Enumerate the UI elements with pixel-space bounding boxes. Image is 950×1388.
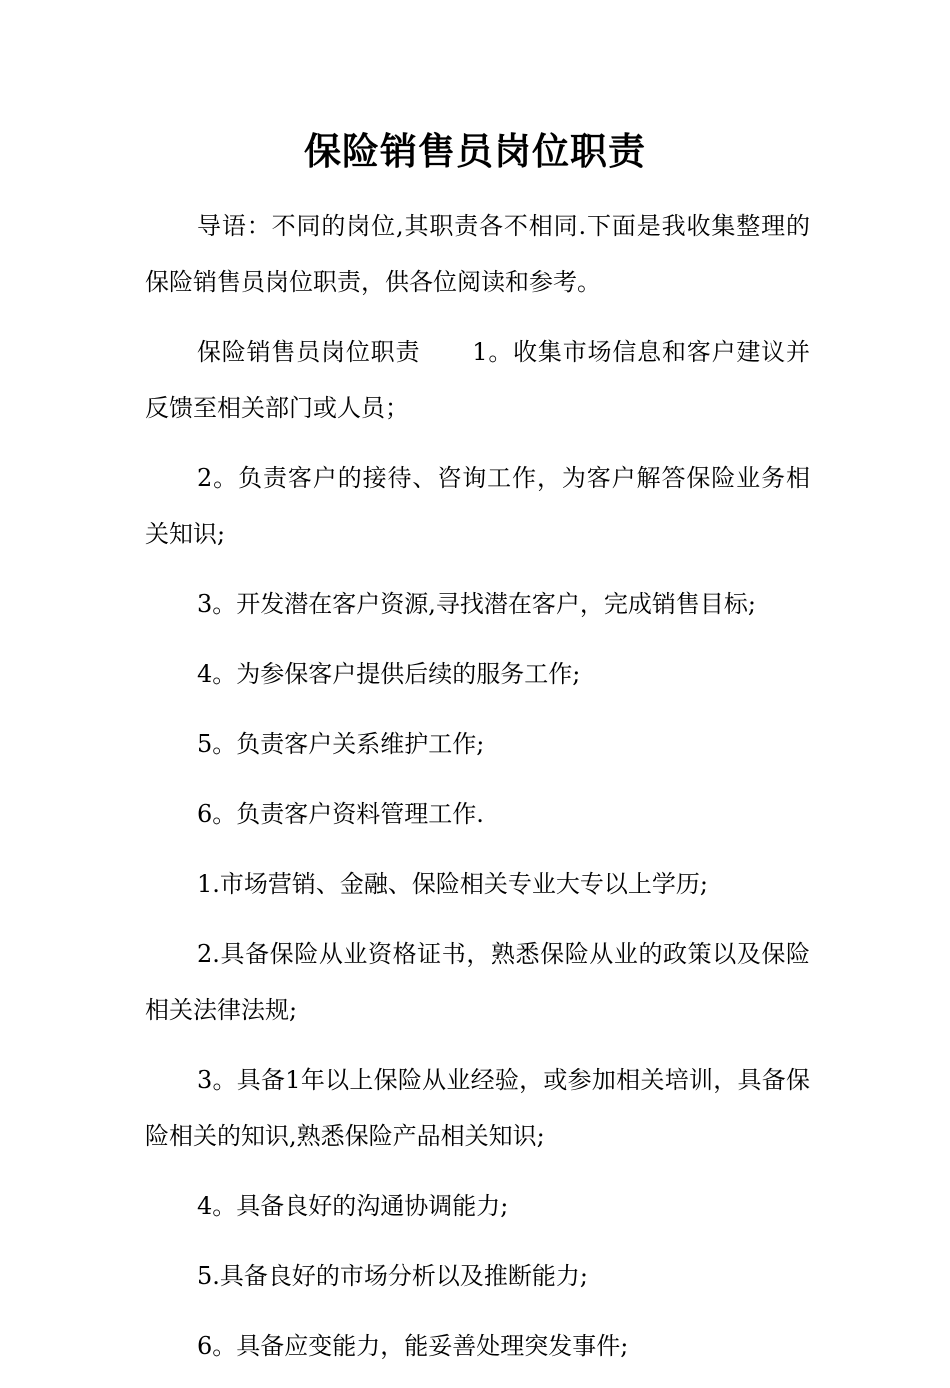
duties-heading: 保险销售员岗位职责: [197, 338, 421, 366]
duty-item-5: 5。负责客户关系维护工作;: [197, 730, 485, 758]
requirement-item-2: 2.具备保险从业资格证书，熟悉保险从业的政策以及保险相关法律法规;: [145, 940, 810, 1024]
requirement-item-3: 3。具备1年以上保险从业经验，或参加相关培训，具备保险相关的知识,熟悉保险产品相关知识;: [145, 1066, 810, 1150]
intro-paragraph: 导语：不同的岗位,其职责各不相同.下面是我收集整理的保险销售员岗位职责，供各位阅读和参考。: [145, 212, 810, 296]
duty-item-1: 1。收集市场信息和客户建议并反馈至相关部门或人员；: [145, 338, 810, 422]
requirement-item-5: 5.具备良好的市场分析以及推断能力;: [197, 1262, 588, 1290]
duty-item-4: 4。为参保客户提供后续的服务工作;: [197, 660, 581, 688]
document-body: [145, 198, 810, 1388]
document-title: 保险销售员岗位职责: [304, 130, 646, 173]
duty-item-2: 2。负责客户的接待、咨询工作，为客户解答保险业务相关知识;: [145, 464, 810, 548]
duties-heading-paragraph: [145, 324, 810, 436]
duty-item-3: 3。开发潜在客户资源,寻找潜在客户，完成销售目标;: [197, 590, 756, 618]
requirement-item-1: 1.市场营销、金融、保险相关专业大专以上学历;: [197, 870, 708, 898]
requirement-item-4: 4。具备良好的沟通协调能力;: [197, 1192, 509, 1220]
duty-item-6: 6。负责客户资料管理工作.: [197, 800, 484, 828]
requirement-item-6: 6。具备应变能力，能妥善处理突发事件;: [197, 1332, 629, 1360]
